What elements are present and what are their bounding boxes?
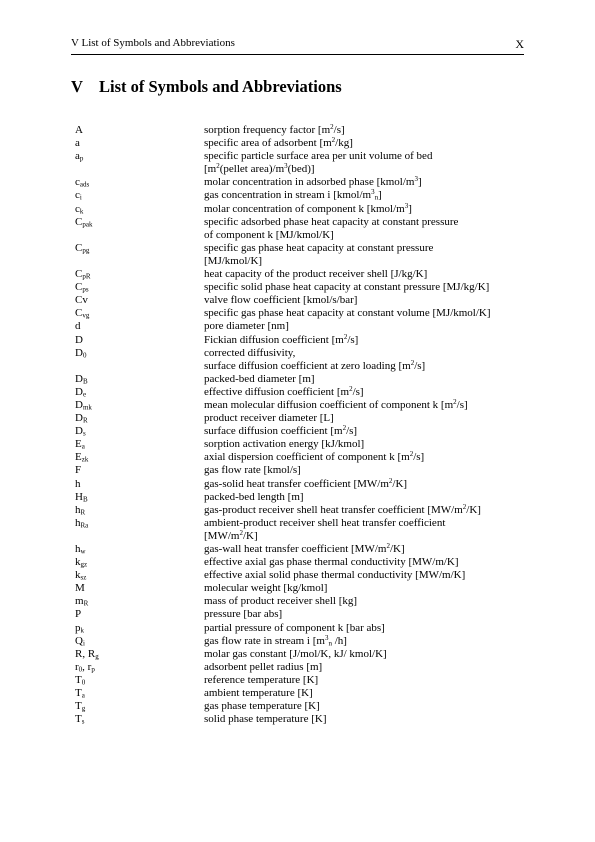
description-line: specific area of adsorbent $[m^2/kg]$ (204, 136, 353, 150)
symbol-description (204, 491, 535, 504)
symbol-description (204, 504, 535, 517)
description-line: solid phase temperature [K] (204, 713, 327, 726)
symbol-description (204, 478, 535, 491)
symbol: Cv (75, 294, 88, 307)
description-line: molar concentration in adsorbed phase $[kmol/m^3]$ (204, 175, 422, 189)
symbol-description (204, 517, 535, 543)
symbol-description (204, 635, 535, 648)
symbol-description (204, 216, 535, 242)
symbol-description (204, 124, 535, 137)
symbol-row (75, 622, 535, 635)
symbol-description (204, 399, 535, 412)
symbol-row (75, 608, 535, 621)
symbol: P (75, 608, 82, 621)
description-line: surface diffusion coefficient $[m^2/s]$ (204, 424, 358, 438)
symbol-description (204, 150, 535, 176)
symbol-row (75, 556, 535, 569)
symbol-row (75, 320, 535, 333)
symbol-row (75, 203, 535, 216)
symbol-description (204, 595, 535, 608)
symbol-description (204, 189, 535, 202)
description-line: [$m^2(pellet$ $area)/m^3(bed)$] (204, 162, 315, 176)
symbol-row (75, 687, 535, 700)
symbol-description (204, 425, 535, 438)
symbol-row (75, 334, 535, 347)
symbol-description (204, 320, 535, 333)
symbol-description (204, 281, 535, 294)
description-line: reference temperature [K] (204, 673, 319, 686)
symbol: $D_{mk}$ (75, 398, 92, 412)
symbol-description (204, 176, 535, 189)
symbols-list (75, 124, 535, 726)
symbol-row (75, 386, 535, 399)
symbol-row (75, 373, 535, 386)
symbol-row (75, 399, 535, 412)
symbol-row (75, 504, 535, 517)
symbol-row (75, 700, 535, 713)
description-line: effective diffusion coefficient $[m^2/s]$ (204, 384, 364, 398)
symbol-row (75, 451, 535, 464)
symbol: $C_{pak}$ (75, 215, 93, 229)
symbol-description (204, 268, 535, 281)
description-line: specific particle surface area per unit volume of bed (204, 150, 433, 163)
symbol-row (75, 150, 535, 176)
symbol-row (75, 137, 535, 150)
symbol-description (204, 608, 535, 621)
symbol-description (204, 203, 535, 216)
description-line: effective axial solid phase thermal conductivity [MW/m/K] (204, 569, 466, 582)
symbol-description (204, 412, 535, 425)
running-header-title: V List of Symbols and Abbreviations (71, 37, 235, 49)
symbol-row (75, 713, 535, 726)
symbol-row (75, 543, 535, 556)
section-number: V (71, 77, 83, 96)
description-line: sorption activation energy [kJ/kmol] (204, 438, 365, 451)
symbol: $E_a$ (75, 438, 85, 451)
description-line: molecular weight [kg/kmol] (204, 582, 328, 595)
symbol-row (75, 412, 535, 425)
symbol: $D_R$ (75, 412, 88, 425)
symbol-row (75, 595, 535, 608)
description-line: adsorbent pellet radius [m] (204, 660, 323, 673)
symbol: $H_B$ (75, 490, 88, 504)
symbol: R, $R_g$ (75, 647, 99, 661)
symbol: $D_s$ (75, 425, 86, 438)
symbol-row (75, 307, 535, 320)
description-line: pressure [bar abs] (204, 608, 283, 621)
symbol-description (204, 386, 535, 399)
symbol-description (204, 137, 535, 150)
description-line: gas-product receiver shell heat transfer coefficient $[MW/m^2/K]$ (204, 502, 481, 516)
symbol: $T_a$ (75, 687, 85, 700)
symbol: $a_p$ (75, 150, 84, 163)
symbol-description (204, 661, 535, 674)
description-line: corrected diffusivity, (204, 346, 296, 359)
symbol-row (75, 438, 535, 451)
description-line: specific gas phase heat capacity at constant pressure (204, 241, 434, 254)
description-line: mass of product receiver shell [kg] (204, 595, 358, 608)
symbol: $D_B$ (75, 372, 88, 386)
symbol-description (204, 582, 535, 595)
running-header (71, 34, 524, 55)
description-line: axial dispersion coefficient of component k $[m^2/s]$ (204, 450, 425, 464)
description-line: pore diameter [nm] (204, 320, 289, 333)
symbol-row (75, 425, 535, 438)
description-line: packed-bed diameter [m] (204, 372, 315, 385)
symbol: $T_g$ (75, 700, 86, 713)
description-line: partial pressure of component k [bar abs] (204, 621, 385, 634)
symbol-row (75, 478, 535, 491)
symbol-description (204, 438, 535, 451)
symbol: h (75, 477, 81, 490)
symbol: $h_{Ra}$ (75, 516, 89, 530)
symbol: F (75, 464, 82, 477)
symbol: A (75, 124, 83, 136)
description-line: specific adsorbed phase heat capacity at constant pressure (204, 215, 459, 228)
description-line: product receiver diameter [L] (204, 412, 334, 425)
symbol-row (75, 124, 535, 137)
description-line: specific solid phase heat capacity at constant pressure [MJ/kg/K] (204, 281, 490, 294)
symbol: $m_R$ (75, 595, 89, 608)
description-line: heat capacity of the product receiver shell [J/kg/K] (204, 268, 428, 281)
symbol-description (204, 464, 535, 477)
symbol: $C_{pR}$ (75, 268, 91, 281)
symbol: $p_k$ (75, 621, 84, 635)
description-line: gas flow rate [kmol/s] (204, 464, 301, 477)
description-line: gas flow rate in stream i [$m^3_n$ /h] (204, 633, 347, 648)
section-title (71, 77, 342, 97)
symbol-description (204, 569, 535, 582)
symbol: $T_s$ (75, 713, 85, 726)
symbol-description (204, 700, 535, 713)
symbol-description (204, 334, 535, 347)
symbol: $r_0$, $r_p$ (75, 660, 95, 674)
symbol: $C_{ps}$ (75, 281, 89, 294)
symbol: $h_w$ (75, 543, 86, 556)
page-number: X (515, 37, 524, 51)
description-line: $[MW/m^2/K]$ (204, 528, 258, 542)
symbol-description (204, 242, 535, 268)
description-line: molar concentration of component k $[kmol/m^3]$ (204, 201, 412, 215)
description-line: packed-bed length [m] (204, 490, 304, 503)
description-line: surface diffusion coefficient at zero loading $[m^2/s]$ (204, 358, 426, 372)
symbol-row (75, 517, 535, 543)
symbol-description (204, 648, 535, 661)
symbol: $k_{sz}$ (75, 569, 87, 582)
symbol-row (75, 635, 535, 648)
description-line: gas concentration in stream i $[kmol/m^3_n]$ (204, 188, 382, 202)
symbol-description (204, 622, 535, 635)
symbol-row (75, 661, 535, 674)
symbol: $c_i$ (75, 189, 82, 202)
symbol: a (75, 137, 80, 150)
description-line: specific gas phase heat capacity at constant volume [MJ/kmol/K] (204, 307, 491, 320)
symbol-description (204, 687, 535, 700)
symbol-row (75, 268, 535, 281)
symbol-row (75, 176, 535, 189)
symbol-row (75, 464, 535, 477)
symbol: $h_R$ (75, 503, 86, 517)
symbol-description (204, 307, 535, 320)
symbol: M (75, 582, 85, 595)
symbol: $c_{ads}$ (75, 176, 90, 189)
symbol: D (75, 333, 83, 346)
description-line: sorption frequency factor $[m^2/s]$ (204, 123, 345, 136)
symbol: $C_{vg}$ (75, 307, 90, 320)
symbol: $D_e$ (75, 385, 87, 399)
description-line: gas-wall heat transfer coefficient $[MW/m^2/K]$ (204, 542, 405, 555)
symbol: $D_0$ (75, 346, 87, 360)
symbol-description (204, 674, 535, 687)
symbol-row (75, 216, 535, 242)
symbol-row (75, 294, 535, 307)
symbol-row (75, 674, 535, 687)
symbol-row (75, 569, 535, 582)
description-line: [MJ/kmol/K] (204, 254, 263, 267)
symbol-description (204, 373, 535, 386)
symbol-row (75, 347, 535, 373)
symbol: $k_{gz}$ (75, 556, 88, 569)
symbol-description (204, 347, 535, 373)
symbol-description (204, 543, 535, 556)
symbol-row (75, 242, 535, 268)
symbol-description (204, 556, 535, 569)
symbol: $c_k$ (75, 202, 84, 216)
description-line: mean molecular diffusion coefficient of component k $[m^2/s]$ (204, 397, 468, 411)
description-line: molar gas constant [J/mol/K, kJ/ kmol/K] (204, 647, 387, 660)
symbol: d (75, 320, 81, 333)
description-line: ambient temperature [K] (204, 687, 313, 700)
symbol-row (75, 648, 535, 661)
symbol-description (204, 451, 535, 464)
description-line: ambient-product receiver shell heat transfer coefficient (204, 516, 446, 529)
description-line: Fickian diffusion coefficient $[m^2/s]$ (204, 332, 359, 346)
description-line: effective axial gas phase thermal conductivity [MW/m/K] (204, 556, 459, 569)
symbol: $C_{pg}$ (75, 241, 90, 255)
symbol: $E_{zk}$ (75, 451, 89, 464)
section-title-text: List of Symbols and Abbreviations (99, 77, 342, 96)
symbol-description (204, 713, 535, 726)
symbol-row (75, 281, 535, 294)
symbol: $T_0$ (75, 673, 86, 687)
description-line: gas-solid heat transfer coefficient $[MW/m^2/K]$ (204, 476, 408, 490)
symbol-row (75, 189, 535, 202)
description-line: of component k [MJ/kmol/K] (204, 228, 334, 241)
symbol: $Q_i$ (75, 634, 85, 648)
description-line: gas phase temperature [K] (204, 700, 320, 713)
description-line: valve flow coefficient [kmol/s/bar] (204, 294, 358, 307)
symbol-description (204, 294, 535, 307)
symbol-row (75, 582, 535, 595)
